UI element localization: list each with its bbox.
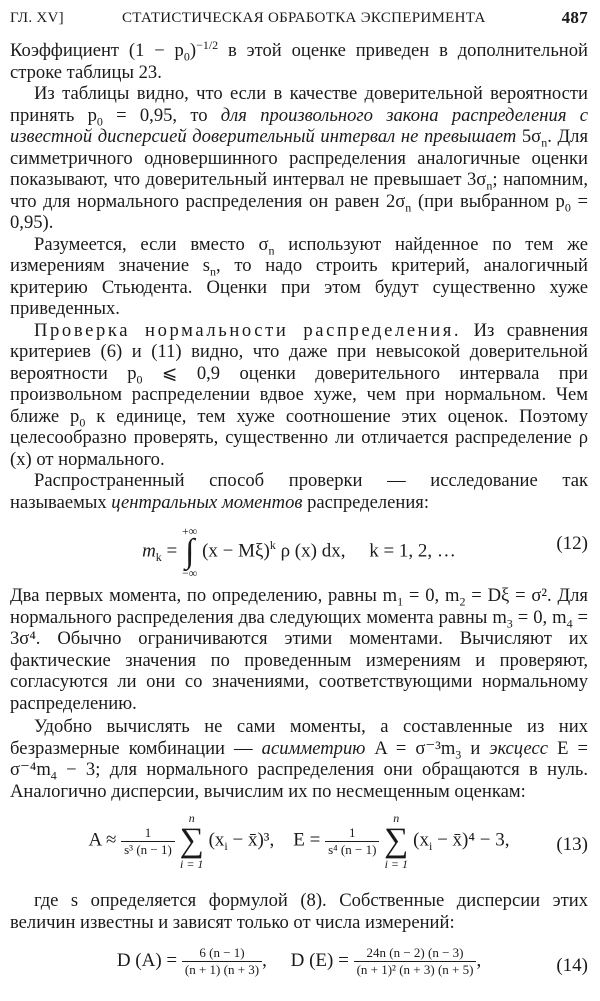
sum-sign: n ∑ i = 1 [384, 811, 409, 871]
paragraph-asymmetry: Удобно вычислять не сами моменты, а составленные из них безразмерные комбинации — асимметрию $A = \sigma^{-3}m_3$ и эксцесс $E = \sigma^{-4}m_4 - 3$; для нормального распределения они обращаются в нуль. Аналогично дисперсии, вычислим их по несмещенным оценкам: [10, 716, 588, 802]
equation-number: (12) [556, 533, 588, 554]
chapter-label: ГЛ. XV] [10, 10, 64, 26]
equation-14: D (A) = $\frac{6 (n - 1)}{(n + 1) (n + 3)}$ , D (E) = $\frac{24n (n - 2) (n - 3)}{\text{(n + 1)² (n + 3) (n + 5)}}$ , (14) [116, 945, 588, 977]
sum-sign: n ∑ i = 1 [179, 811, 204, 871]
running-header [10, 10, 588, 30]
paragraph-confidence: Из таблицы видно, что если в качестве доверительной вероятности принять $p_0 = 0,95$, то для произвольного закона распределения с известной дисперсией доверительный интервал не превышает $5\sigma_n$. Для симметричного одновершинного распределения аналогичные оценки показывают, что доверительный интервал не превышает $3\sigma_n$; напомним, что для нормального распределения он равен $2\sigma_n$ (при выбранном $p_0 = 0,95$). [10, 83, 589, 233]
equation-12: $m_k$ = +∞ ∫ −∞ $(x - M\xi)^k$ ρ (x) dx, k = 1, 2, … (12) [142, 524, 588, 580]
page-body [10, 37, 589, 1001]
running-title: СТАТИСТИЧЕСКАЯ ОБРАБОТКА ЭКСПЕРИМЕНТА [122, 10, 486, 26]
paragraph-coefficient: Коэффициент $(1 - p_0)^{-1/2}$ в этой оценке приведен в дополнительной строке таблицы 23. [10, 37, 588, 83]
equation-number: (14) [556, 955, 588, 976]
section-heading: Проверка нормальности распределения. [34, 319, 462, 341]
paragraph-variances: где s определяется формулой (8). Собственные дисперсии этих величин известны и зависят только от числа измерений: [10, 890, 588, 933]
paragraph-student: Разумеется, если вместо $\sigma_n$ используют найденное по тем же измерениям значение $s_n$, то надо строить критерий, аналогичный критерию Стьюдента. Оценки при этом будут существенно хуже приведенных. [10, 233, 588, 319]
book-page [10, 0, 589, 977]
paragraph-normality: Проверка нормальности распределения. Из сравнения критериев (6) и (11) видно, что даже при невысокой доверительной вероятности $p_0$ ⩽ 0,9 оценки доверительного интервала при произвольном распределении вдвое хуже, чем при нормальном. Чем ближе $p_0$ к единице, тем хуже соотношение этих оценок. Поэтому целесообразно проверять, существенно ли отличается распределение ρ (x) от нормального. [10, 319, 588, 470]
integral-sign: +∞ ∫ −∞ [182, 524, 198, 580]
equation-number: (13) [556, 834, 588, 855]
paragraph-first-moments: Два первых момента, по определению, равны $m_1 = 0$, $m_2 = D\xi = \sigma^2$. Для нормального распределения два следующих момента равны $m_3 = 0$, $m_4 = 3\sigma^4$. Обычно ограничиваются этими моментами. Вычисляют их фактические значения по проведенным измерениям и проверяют, согласуются ли они со значениями, соответствующими нормальному распределению. [10, 585, 589, 714]
paragraph-central-moments: Распространенный способ проверки — исследование так называемых центральных моментов распределения: [10, 470, 588, 513]
page-number: 487 [561, 8, 588, 27]
equation-13: A ≈ $\frac{1}{\text{s³ (n − 1)}}$ n ∑ i = 1 ($x_i$ − x̄)³, E = $\frac{1}{\text{s⁴ (n − 1)}}$ n ∑ i = 1 ($x_i$ − x̄)⁴ − 3, (13) [88, 811, 588, 871]
